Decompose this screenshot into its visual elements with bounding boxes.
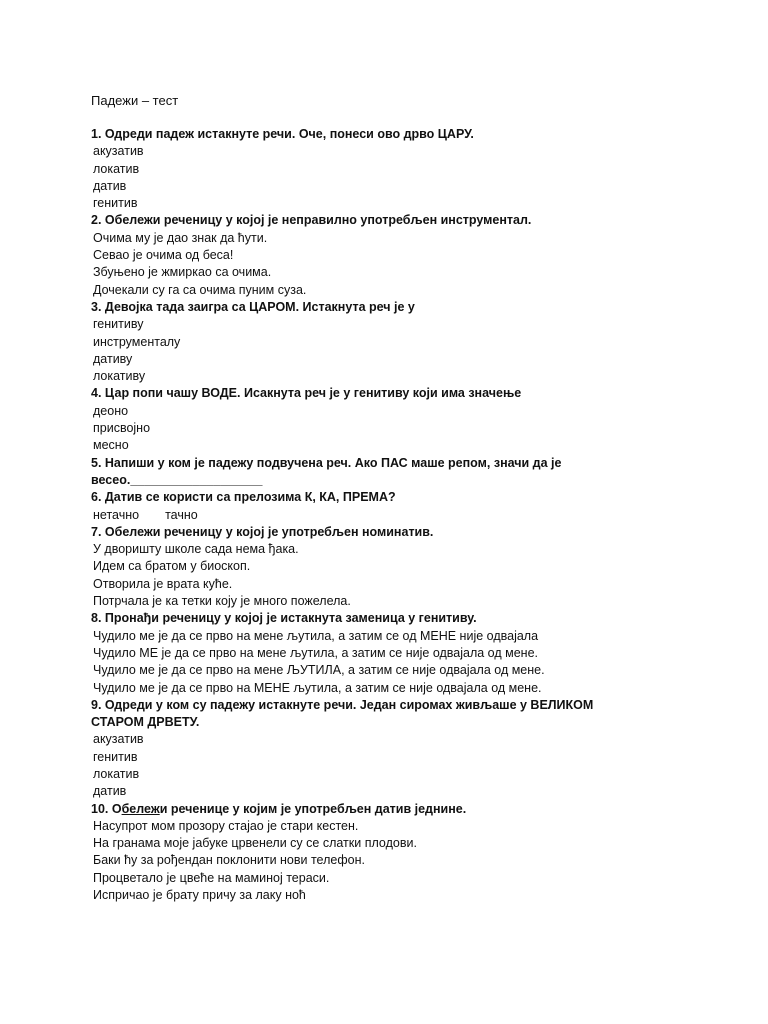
question-text-prefix: 10. О [91,801,122,816]
question-text: 2. Обележи реченицу у којој је неправилно употребљен инструментал. [91,213,532,228]
answer-option: Потрчала је ка тетки коју је много пожелела. [93,594,351,609]
question-6 [91,489,731,524]
question-4 [91,385,731,454]
question-text [91,801,731,818]
question-8 [91,610,731,696]
question-7 [91,524,731,610]
answer-option: нетачно [93,507,140,522]
answer-option: Насупрот мом прозору стајао је стари кестен. [93,818,359,833]
answer-option: Збуњено је жмиркао са очима. [93,265,272,280]
answer-option: Чудило ме је да се прво на МЕНЕ љутила, а затим се није одвајала од мене. [93,680,542,695]
question-2 [91,212,731,298]
answer-option: Чудило ме је да се прво на мене ЉУТИЛА, а затим се није одвајала од мене. [93,663,545,678]
question-text: 9. Одреди у ком су падежу истакнуте речи. Један сиромах живљаше у ВЕЛИКОМ СТАРОМ ДРВЕТУ. [91,697,594,730]
answer-option: генитиву [93,317,144,332]
answer-option: генитив [93,196,138,211]
answer-option: присвојно [93,421,151,436]
answer-option: деоно [93,403,129,418]
question-text-suffix: и реченице у којим је употребљен датив једнине. [159,801,467,816]
question-1 [91,126,731,212]
answer-option: Очима му је дао знак да ћути. [93,230,268,245]
answer-option: месно [93,438,129,453]
question-text: 3. Девојка тада заигра са ЦАРОМ. Истакнута реч је у [91,299,415,314]
answer-option: Чудило ме је да се прво на мене љутила, а затим се од МЕНЕ није одвајала [93,628,539,643]
question-5 [91,455,731,490]
underlined-text: бележ [121,801,160,816]
test-content [91,126,731,904]
answer-option: Севао је очима од беса! [93,248,234,263]
answer-option: Чудило МЕ је да се прво на мене љутила, а затим се није одвајала од мене. [93,645,539,660]
answer-option: Идем са братом у биоскоп. [93,559,251,574]
answer-option: На гранама моје јабуке црвенели су се слатки плодови. [93,836,417,851]
question-text: 1. Одреди падеж истакнуте речи. Оче, понеси ово дрво ЦАРУ. [91,127,474,141]
answer-option: акузатив [93,732,144,747]
answer-option: Испричао је брату причу за лаку ноћ [93,888,306,903]
answer-options-row [91,507,731,524]
answer-option: локативу [93,369,146,384]
answer-option: дативу [93,351,133,366]
answer-option: У дворишту школе сада нема ђака. [93,542,299,557]
question-text: 5. Напиши у ком је падежу подвучена реч. Ако ПАС маше репом, значи да је весео.___________________ [91,455,562,487]
answer-option: акузатив [93,144,144,159]
answer-option: локатив [93,161,140,176]
question-3 [91,299,731,385]
answer-option: Отворила је врата куће. [93,576,233,591]
question-text: 4. Цар попи чашу ВОДЕ. Исакнута реч је у генитиву који има значење [91,386,522,401]
answer-option: тачно [165,507,198,522]
question-10 [91,801,731,905]
answer-option: датив [93,178,127,193]
answer-option: датив [93,784,127,799]
question-text: 7. Обележи реченицу у којој је употребљен номинатив. [91,524,434,539]
page-title: Падежи – тест [91,93,179,108]
question-9 [91,697,731,801]
answer-option: Процветало је цвеће на маминој тераси. [93,870,330,885]
question-text: 6. Датив се користи са прелозима К, КА, ПРЕМА? [91,490,396,505]
question-text: 8. Пронађи реченицу у којој је истакнута заменица у генитиву. [91,611,477,626]
answer-option: Баки ћу за рођендан поклонити нови телефон. [93,853,365,868]
answer-option: локатив [93,766,140,781]
answer-option: генитив [93,749,138,764]
answer-option: Дочекали су га са очима пуним суза. [93,282,307,297]
answer-option: инструменталу [93,334,181,349]
